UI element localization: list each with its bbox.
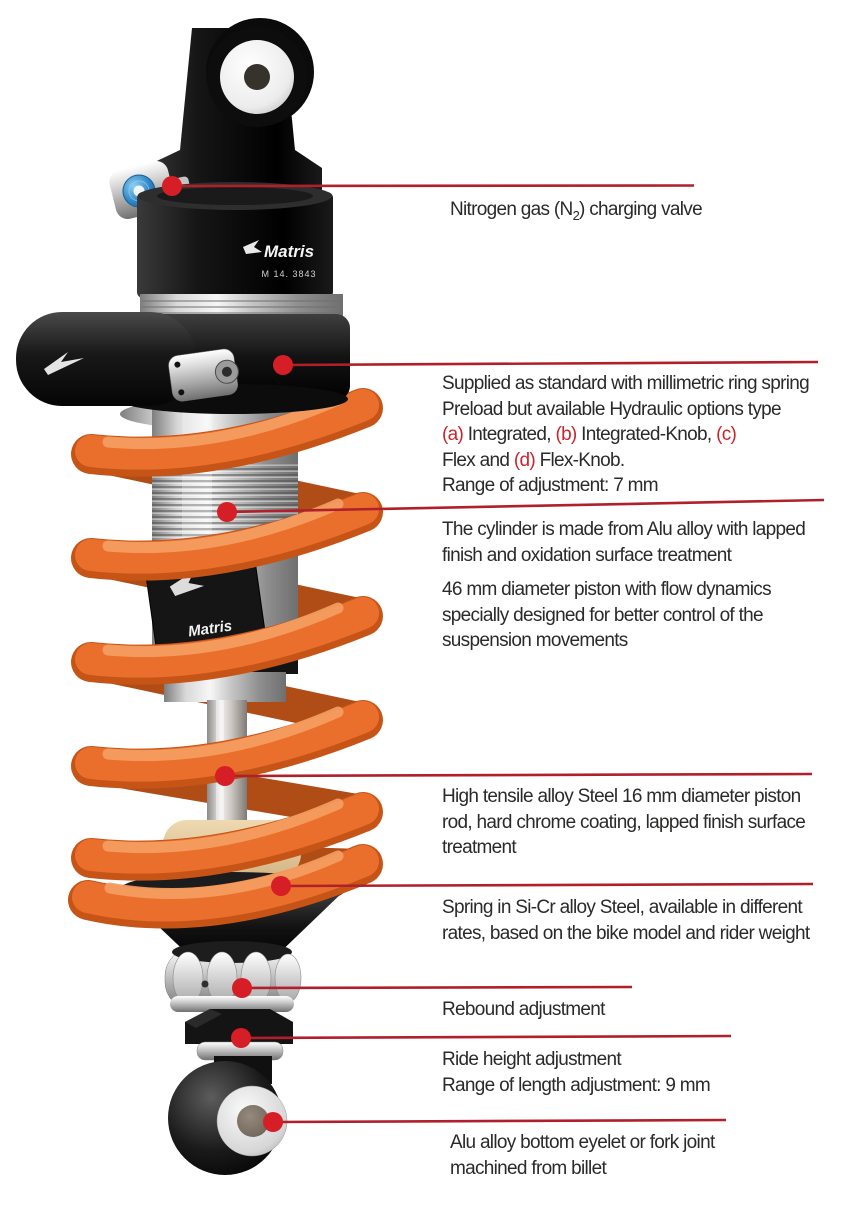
piggyback-reservoir — [16, 312, 196, 406]
callout-text-bottom-eyelet — [450, 1130, 715, 1181]
compression-adjuster — [167, 347, 241, 402]
subscript-2: 2 — [572, 207, 580, 223]
callout-line-text: Supplied as standard with millimetric ring spring — [442, 373, 809, 394]
shock-head-body — [137, 182, 333, 298]
callout-line-text: Rebound adjustment — [442, 999, 605, 1020]
callout-line-text: finish and oxidation surface treatment — [442, 544, 732, 566]
callout-text-ride-height — [442, 1047, 710, 1098]
callout-line-rebound — [242, 987, 632, 988]
callout-line-nitrogen — [172, 186, 694, 187]
callout-line-text: 46 mm diameter piston with flow dynamics — [442, 579, 771, 600]
callout-text-cylinder — [442, 517, 805, 654]
callout-text-rebound — [442, 997, 605, 1023]
callout-text-preload — [442, 371, 809, 499]
callout-line-text: Spring in Si-Cr alloy Steel, available in different — [442, 897, 802, 918]
callout-line-text: Preload but available Hydraulic options type — [442, 398, 781, 420]
callout-text-piston-rod — [442, 784, 805, 861]
brand-logo-text: Matris — [263, 242, 315, 261]
callout-dot-piston-rod — [215, 766, 235, 786]
callout-line-text: Nitrogen gas $(N_2)$ charging valve — [450, 199, 702, 223]
callout-line-preload — [283, 362, 818, 365]
callout-dot-cylinder — [217, 502, 237, 522]
callout-text-spring — [442, 895, 809, 946]
callout-line-ride-height — [241, 1036, 731, 1038]
model-code-text: M 14. 3843 — [261, 269, 317, 279]
top-clevis — [142, 18, 322, 198]
callout-line-text: Range of length adjustment: 9 mm — [442, 1074, 711, 1096]
callout-text-nitrogen — [450, 197, 702, 228]
callout-line-text: (a) Integrated, (b) Integrated-Knob, (c) — [442, 424, 737, 445]
cylinder-sticker-text: Matris — [187, 617, 234, 641]
top-eyelet-bore — [244, 64, 270, 90]
callout-line-text: High tensile alloy Steel 16 mm diameter piston — [442, 786, 801, 807]
callout-line-text: Range of adjustment: 7 mm — [442, 475, 658, 496]
callout-dot-rebound — [232, 978, 252, 998]
callout-line-text: The cylinder is made from Alu alloy with lapped — [442, 519, 806, 540]
callout-line-text: Ride height adjustment — [442, 1049, 621, 1070]
callout-line-text: Alu alloy bottom eyelet or fork joint — [450, 1132, 715, 1153]
callout-line-text: rates, based on the bike model and rider weight — [442, 922, 810, 944]
callout-line-text: treatment — [442, 837, 516, 858]
callout-line-piston-rod — [225, 774, 812, 776]
callout-line-text: Flex and (d) Flex-Knob. — [442, 449, 625, 471]
callout-dot-spring — [271, 876, 291, 896]
callout-line-bottom-eyelet — [273, 1120, 726, 1122]
rebound-adjuster-knob — [165, 941, 301, 1012]
callout-line-text: machined from billet — [450, 1157, 607, 1179]
callout-dot-nitrogen — [162, 176, 182, 196]
callout-line-text: suspension movements — [442, 630, 628, 651]
callout-dot-bottom-eyelet — [263, 1112, 283, 1132]
callout-line-text: specially designed for better control of the — [442, 604, 763, 626]
callout-dot-ride-height — [231, 1028, 251, 1048]
callout-line-text: rod, hard chrome coating, lapped finish surface — [442, 811, 806, 833]
callout-dot-preload — [273, 355, 293, 375]
